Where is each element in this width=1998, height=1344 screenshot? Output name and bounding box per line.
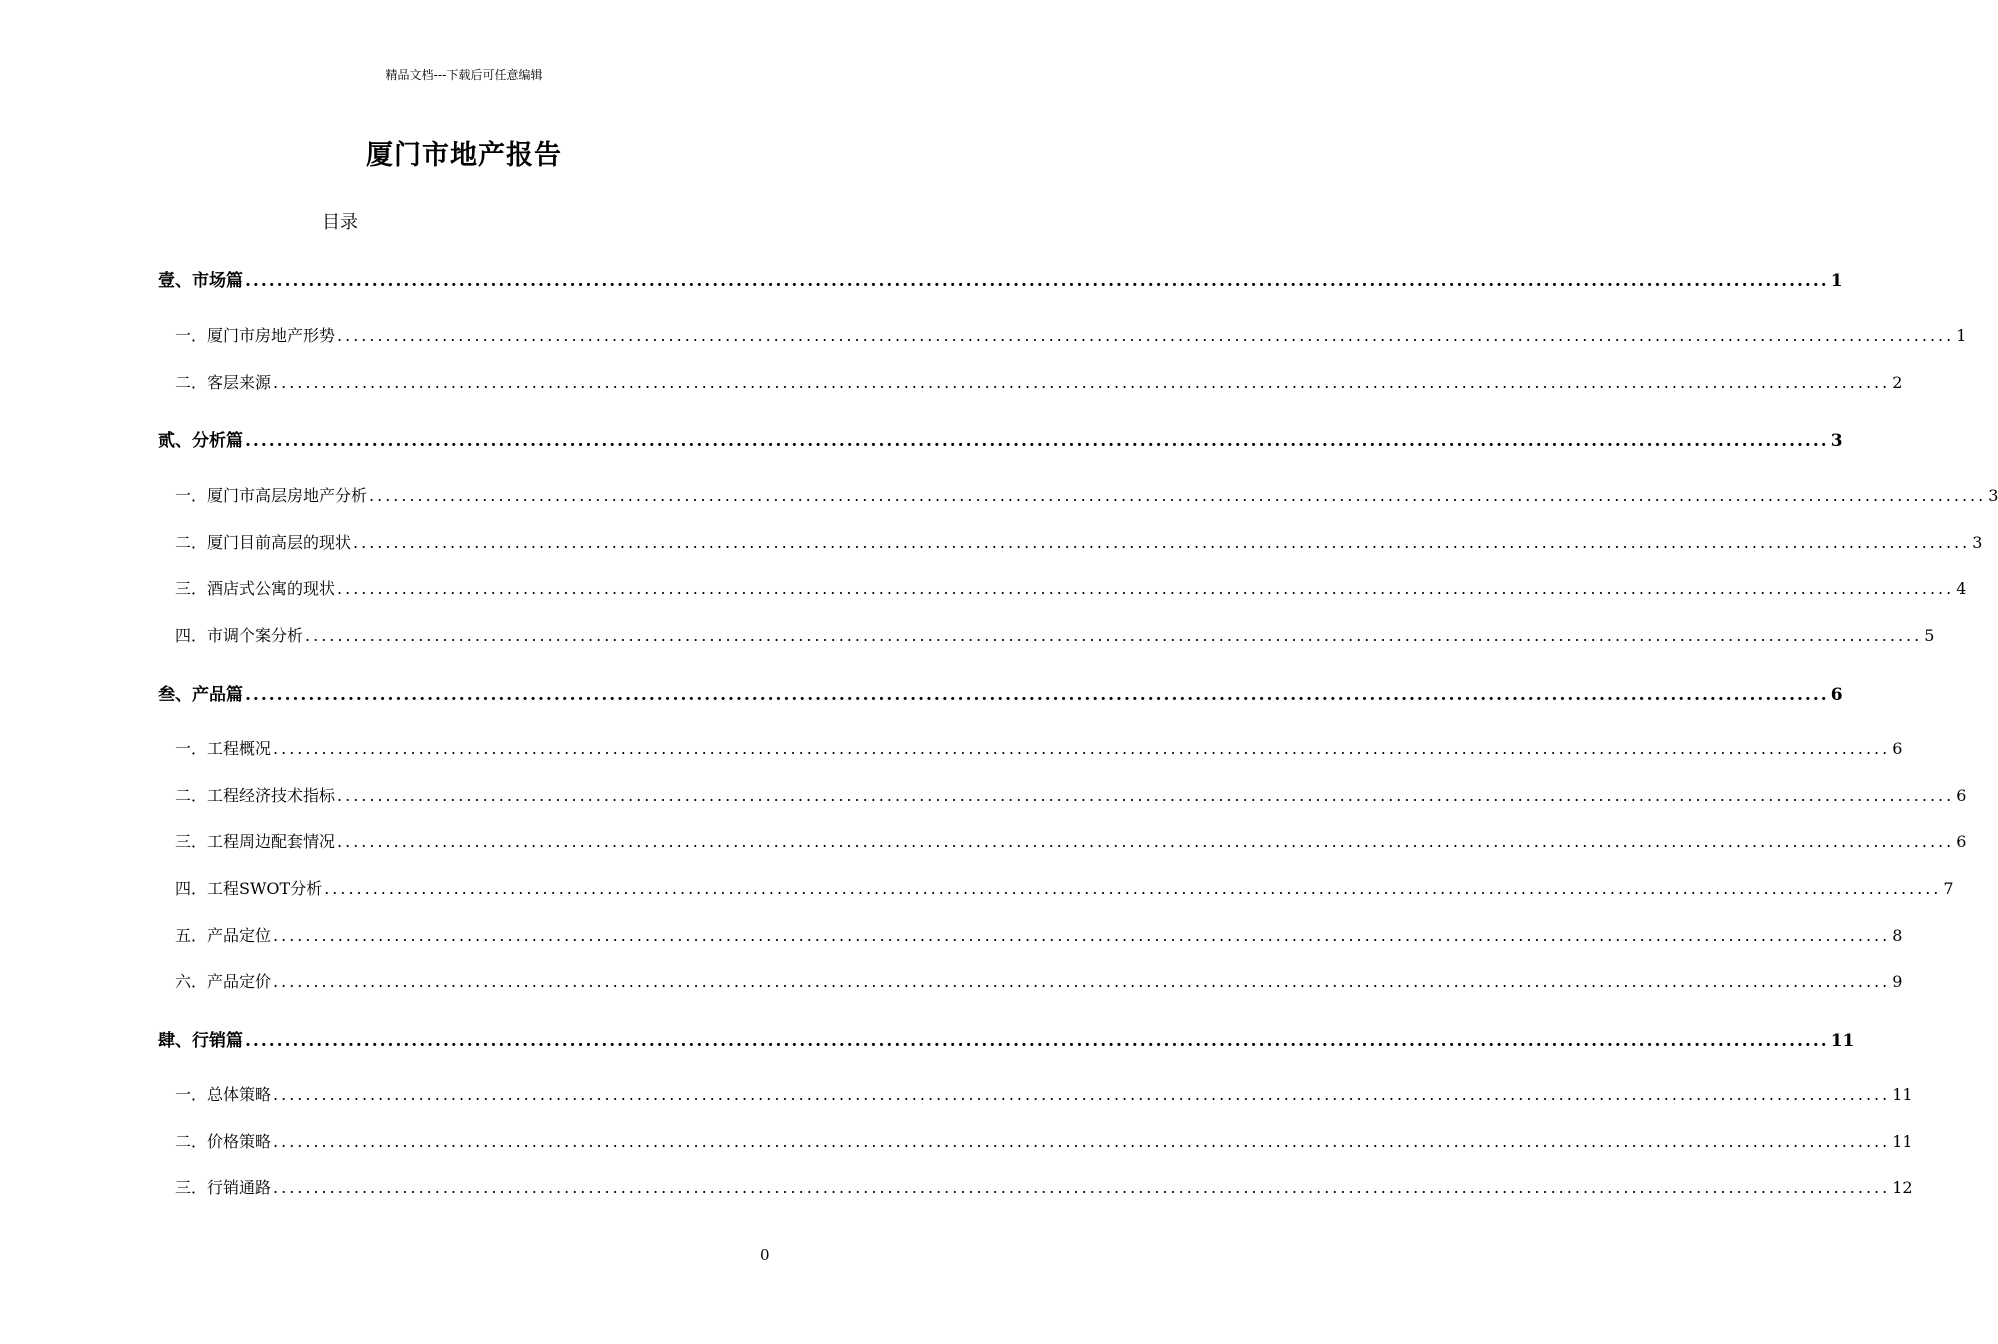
toc-entry-label: 贰、分析篇 [158,431,243,451]
toc-entry[interactable] [175,969,1903,992]
leader-dots: ........................................................................................................................................................................................................ [337,832,1955,851]
toc-entry-page: 6 [1956,786,1967,805]
toc-entry-label: 一．总体策略 [175,1085,272,1104]
toc-entry[interactable] [158,426,1843,451]
toc-entry-label: 一．厦门市房地产形势 [175,326,336,345]
toc-entry[interactable] [175,1175,1913,1198]
toc-entry[interactable] [175,876,1954,899]
toc-entry-label: 四．工程SWOT分析 [175,879,323,898]
toc-entry-label: 五．产品定位 [175,926,272,945]
toc-entry-label: 二．价格策略 [175,1132,272,1151]
leader-dots: ........................................................................................................................................................................................................ [273,926,1891,945]
toc-entry[interactable] [158,680,1843,705]
toc-entry-page: 3 [1972,533,1983,552]
toc-entry-page: 6 [1892,739,1903,758]
leader-dots: ........................................................................................................................................................................................................ [273,1132,1891,1151]
leader-dots: ........................................................................................................................................................................................................ [245,1031,1829,1051]
toc-heading: 目录 [322,212,358,233]
toc-entry-label: 四．市调个案分析 [175,626,304,645]
leader-dots: ........................................................................................................................................................................................................ [245,685,1829,705]
leader-dots: ........................................................................................................................................................................................................ [353,533,1971,552]
page-number: 0 [760,1246,770,1264]
leader-dots: ........................................................................................................................................................................................................ [273,1085,1891,1104]
leader-dots: ........................................................................................................................................................................................................ [337,579,1955,598]
toc-entry[interactable] [175,370,1903,393]
toc-entry-label: 壹、市场篇 [158,271,243,291]
toc-entry-page: 1 [1956,326,1967,345]
toc-entry[interactable] [175,530,1983,553]
toc-entry[interactable] [175,1082,1913,1105]
toc-entry-label: 三．行销通路 [175,1178,272,1197]
toc-entry[interactable] [175,323,1967,346]
toc-entry-page: 5 [1924,626,1935,645]
toc-entry-label: 一．工程概况 [175,739,272,758]
toc-entry-label: 三．酒店式公寓的现状 [175,579,336,598]
toc-entry-label: 一．厦门市高层房地产分析 [175,486,368,505]
toc-entry[interactable] [175,483,1998,506]
toc-entry-page: 3 [1988,486,1998,505]
toc-entry-label: 六．产品定价 [175,972,272,991]
toc-entry[interactable] [158,1026,1855,1051]
toc-entry[interactable] [175,736,1903,759]
leader-dots: ........................................................................................................................................................................................................ [245,271,1829,291]
toc-entry[interactable] [175,576,1967,599]
toc-entry-label: 肆、行销篇 [158,1031,243,1051]
toc-entry-page: 2 [1892,373,1903,392]
toc-entry-label: 叁、产品篇 [158,685,243,705]
toc-entry-page: 11 [1830,1031,1855,1051]
toc-entry[interactable] [175,1129,1913,1152]
leader-dots: ........................................................................................................................................................................................................ [369,486,1987,505]
leader-dots: ........................................................................................................................................................................................................ [337,326,1955,345]
leader-dots: ........................................................................................................................................................................................................ [273,373,1891,392]
toc-entry-label: 二．厦门目前高层的现状 [175,533,352,552]
toc-entry-page: 4 [1956,579,1967,598]
toc-entry-page: 1 [1830,271,1843,291]
leader-dots: ........................................................................................................................................................................................................ [273,972,1891,991]
toc-entry-label: 三．工程周边配套情况 [175,832,336,851]
leader-dots: ........................................................................................................................................................................................................ [273,1178,1891,1197]
toc-entry-page: 6 [1830,685,1843,705]
toc-entry[interactable] [175,783,1967,806]
leader-dots: ........................................................................................................................................................................................................ [337,786,1955,805]
leader-dots: ........................................................................................................................................................................................................ [324,879,1942,898]
toc-entry-page: 8 [1892,926,1903,945]
leader-dots: ........................................................................................................................................................................................................ [273,739,1891,758]
toc-entry-page: 9 [1892,972,1903,991]
toc-entry-page: 7 [1943,879,1954,898]
toc-entry-page: 3 [1830,431,1843,451]
toc-entry-page: 11 [1892,1132,1913,1151]
toc-entry[interactable] [158,266,1843,291]
toc-entry-page: 6 [1956,832,1967,851]
toc-entry[interactable] [175,829,1967,852]
toc-entry-page: 11 [1892,1085,1913,1104]
document-title: 厦门市地产报告 [366,140,562,171]
toc-entry[interactable] [175,623,1935,646]
toc-entry-label: 二．工程经济技术指标 [175,786,336,805]
header-note: 精品文档---下载后可任意编辑 [385,68,543,82]
leader-dots: ........................................................................................................................................................................................................ [245,431,1829,451]
toc-entry-label: 二．客层来源 [175,373,272,392]
leader-dots: ........................................................................................................................................................................................................ [305,626,1923,645]
toc-entry-page: 12 [1892,1178,1913,1197]
toc-entry[interactable] [175,923,1903,946]
